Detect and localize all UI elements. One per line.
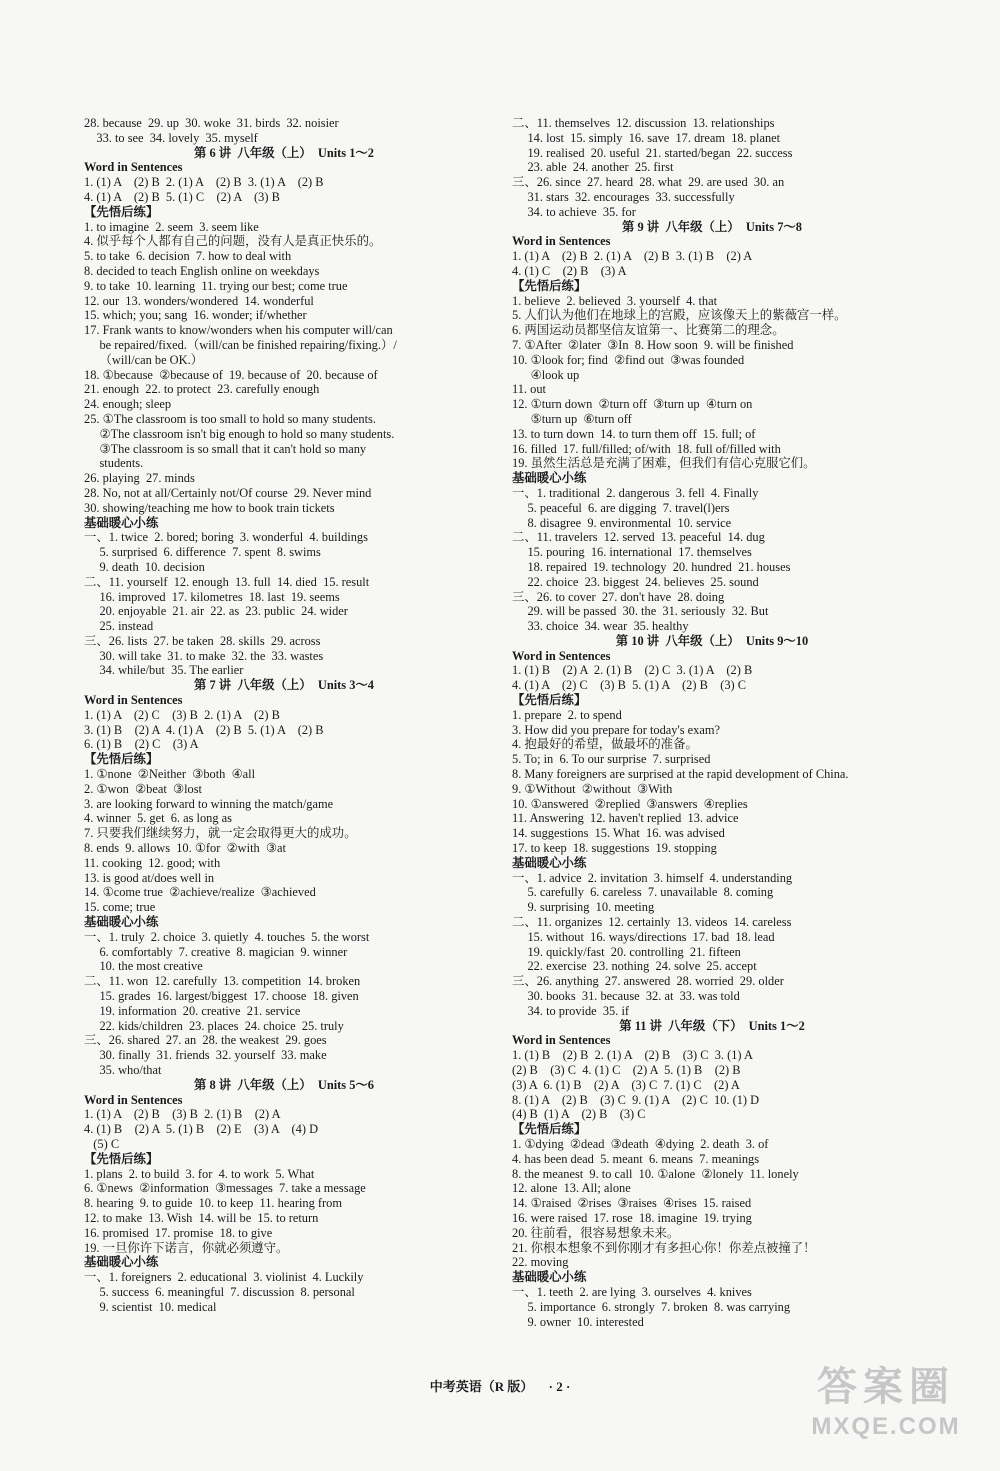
answer-line: 5. importance 6. strongly 7. broken 8. was carrying xyxy=(512,1299,791,1314)
section-heading: Word in Sentences xyxy=(512,648,611,663)
answer-line: 16. were raised 17. rose 18. imagine 19. trying xyxy=(512,1210,752,1225)
answer-line: (4) B (1) A (2) B (3) C xyxy=(512,1107,646,1122)
answer-line: 10. ①look for; find ②find out ③was founded xyxy=(512,352,745,367)
answer-line: 33. to see 34. lovely 35. myself xyxy=(84,130,258,145)
answer-line: 34. to provide 35. if xyxy=(512,1003,630,1018)
page-number: · 2 · xyxy=(548,1379,571,1394)
answer-line: 3. are looking forward to winning the match/game xyxy=(84,796,334,811)
answer-line: 4. 抱最好的希望，做最坏的准备。 xyxy=(512,737,698,752)
section-heading: 【先悟后练】 xyxy=(512,278,587,293)
answer-line: 9. to take 10. learning 11. trying our best; come true xyxy=(84,278,348,293)
answer-line: 1. believe 2. believed 3. yourself 4. that xyxy=(512,293,718,308)
answer-line: 2. ①won ②beat ③lost xyxy=(84,781,202,796)
answer-line: 3. How did you prepare for today's exam? xyxy=(512,722,720,737)
answer-line: 11. Answering 12. haven't replied 13. advice xyxy=(512,811,739,826)
section-heading: 基础暖心小练 xyxy=(512,855,587,870)
section-heading: 【先悟后练】 xyxy=(84,1151,159,1166)
answer-line: 4. winner 5. get 6. as long as xyxy=(84,811,232,826)
answer-line: 1. (1) A (2) C (3) B 2. (1) A (2) B xyxy=(84,707,280,722)
section-heading: 【先悟后练】 xyxy=(512,693,587,708)
answer-line: 17. Frank wants to know/wonders when his computer will/can xyxy=(84,323,393,338)
answer-line: 19. quickly/fast 20. controlling 21. fifteen xyxy=(512,944,741,959)
answer-line: 4. (1) B (2) A 5. (1) B (2) E (3) A (4) D xyxy=(84,1122,319,1137)
answer-line: 21. 你根本想象不到你刚才有多担心你！你差点被撞了！ xyxy=(512,1240,816,1255)
answer-line: 1. (1) A (2) B (3) B 2. (1) B (2) A xyxy=(84,1107,281,1122)
answer-line: 30. finally 31. friends 32. yourself 33. make xyxy=(84,1048,327,1063)
answer-line: 9. surprising 10. meeting xyxy=(512,900,655,915)
answer-line: 15. come; true xyxy=(84,900,156,915)
section-heading: Word in Sentences xyxy=(84,1092,183,1107)
lesson-heading: 第 8 讲 八年级（上） Units 5～6 xyxy=(193,1077,374,1092)
answer-line: ④look up xyxy=(512,367,580,382)
answer-line: 16. filled 17. full/filled; of/with 18. full of/filled with xyxy=(512,441,781,456)
answer-line: 19. 一旦你许下诺言，你就必须遵守。 xyxy=(84,1240,289,1255)
answer-line: 9. ①Without ②without ③With xyxy=(512,781,673,796)
answer-line: 11. out xyxy=(512,382,546,397)
answer-line: 18. repaired 19. technology 20. hundred 21. houses xyxy=(512,559,791,574)
answer-line: 14. lost 15. simply 16. save 17. dream 18. planet xyxy=(512,130,781,145)
watermark-logo xyxy=(786,1361,986,1461)
answer-line: 30. showing/teaching me how to book train tickets xyxy=(84,500,335,515)
answer-line: 6. 两国运动员都坚信友谊第一、比赛第二的理念。 xyxy=(512,323,785,338)
answer-line: 31. stars 32. encourages 33. successfully xyxy=(512,189,735,204)
answer-line: (2) B (3) C 4. (1) C (2) A 5. (1) B (2) B xyxy=(512,1063,741,1077)
lesson-heading: 第 6 讲 八年级（上） Units 1～2 xyxy=(193,145,374,160)
answer-line: 25. ①The classroom is too small to hold so many students. xyxy=(84,411,376,426)
answer-line: 5. to take 6. decision 7. how to deal with xyxy=(84,249,292,264)
answer-line: 三、26. shared 27. an 28. the weakest 29. goes xyxy=(84,1033,327,1048)
answer-line: 8. hearing 9. to guide 10. to keep 11. hearing from xyxy=(84,1196,342,1211)
answer-line: 23. able 24. another 25. first xyxy=(512,160,674,175)
answer-line: 15. without 16. ways/directions 17. bad 18. lead xyxy=(512,929,775,944)
answer-line: 8. disagree 9. environmental 10. service xyxy=(512,515,732,530)
answer-line: 12. to make 13. Wish 14. will be 15. to return xyxy=(84,1210,319,1225)
section-heading: 【先悟后练】 xyxy=(512,1122,587,1137)
answer-line: 34. while/but 35. The earlier xyxy=(84,663,244,678)
answer-line: 22. kids/children 23. places 24. choice 25. truly xyxy=(84,1018,344,1033)
answer-line: 26. playing 27. minds xyxy=(84,471,195,486)
answer-line: 1. prepare 2. to spend xyxy=(512,707,622,722)
answer-line: 1. ①none ②Neither ③both ④all xyxy=(84,767,256,782)
answer-line: 二、11. organizes 12. certainly 13. videos 14. careless xyxy=(512,915,792,930)
answer-line: 18. ①because ②because of 19. because of 20. because of xyxy=(84,367,378,382)
answer-line: 三、26. to cover 27. don't have 28. doing xyxy=(512,589,725,604)
answer-line: 19. 虽然生活总是充满了困难，但我们有信心克服它们。 xyxy=(512,456,816,471)
answer-line: 15. which; you; sang 16. wonder; if/whether xyxy=(84,308,307,323)
section-heading: 基础暖心小练 xyxy=(84,1255,159,1270)
answer-line: 20. enjoyable 21. air 22. as 23. public 24. wider xyxy=(84,604,348,619)
answer-line: (3) A 6. (1) B (2) A (3) C 7. (1) C (2) A xyxy=(512,1077,740,1092)
section-heading: Word in Sentences xyxy=(84,693,183,708)
answer-line: 一、1. truly 2. choice 3. quietly 4. touches 5. the worst xyxy=(84,929,370,944)
answer-line: 三、26. lists 27. be taken 28. skills 29. across xyxy=(84,633,321,648)
answer-line: 6. comfortably 7. creative 8. magician 9. winner xyxy=(84,944,348,959)
answer-line: 20. 往前看，很容易想象未来。 xyxy=(512,1225,680,1240)
answer-line: 28. No, not at all/Certainly not/Of course 29. Never mind xyxy=(84,485,372,500)
answer-line: 5. To; in 6. To our surprise 7. surprised xyxy=(512,752,711,767)
answer-line: 6. ①news ②information ③messages 7. take a message xyxy=(84,1181,366,1196)
answer-line: 34. to achieve 35. for xyxy=(512,204,636,219)
section-heading: 基础暖心小练 xyxy=(84,515,159,530)
answer-line: （will/can be OK.） xyxy=(84,352,204,367)
answer-line: 一、1. advice 2. invitation 3. himself 4. understanding xyxy=(512,870,793,885)
answer-line: 12. our 13. wonders/wondered 14. wonderful xyxy=(84,293,314,308)
answer-line: 21. enough 22. to protect 23. carefully enough xyxy=(84,382,320,397)
answer-line: 16. promised 17. promise 18. to give xyxy=(84,1225,273,1240)
answer-line: 12. alone 13. All; alone xyxy=(512,1181,631,1196)
section-heading: Word in Sentences xyxy=(84,160,183,175)
answer-line: 7. 只要我们继续努力，就一定会取得更大的成功。 xyxy=(84,826,357,841)
answer-line: 29. will be passed 30. the 31. seriously 32. But xyxy=(512,604,769,619)
answer-line: 二、11. travelers 12. served 13. peaceful 14. dug xyxy=(512,530,765,545)
answer-line: 1. (1) B (2) B 2. (1) A (2) B (3) C 3. (1) A xyxy=(512,1048,753,1063)
answer-line: 5. carefully 6. careless 7. unavailable 8. coming xyxy=(512,885,774,900)
answer-line: 25. instead xyxy=(84,619,154,634)
answer-line: 一、1. traditional 2. dangerous 3. fell 4. Finally xyxy=(512,485,759,500)
answer-line: 30. will take 31. to make 32. the 33. wastes xyxy=(84,648,324,663)
answer-line: 35. who/that xyxy=(84,1063,162,1077)
lesson-heading: 第 9 讲 八年级（上） Units 7～8 xyxy=(621,219,802,234)
answer-line: 4. (1) A (2) B 5. (1) C (2) A (3) B xyxy=(84,189,280,204)
answer-line: 三、26. since 27. heard 28. what 29. are used 30. an xyxy=(512,175,785,190)
answer-line: 二、11. won 12. carefully 13. competition 14. broken xyxy=(84,974,361,989)
answer-column-right xyxy=(512,116,912,1329)
answer-line: 14. ①come true ②achieve/realize ③achieved xyxy=(84,885,316,900)
answer-line: 4. 似乎每个人都有自己的问题，没有人是真正快乐的。 xyxy=(84,234,382,249)
section-heading: Word in Sentences xyxy=(512,1033,611,1048)
answer-line: 一、1. teeth 2. are lying 3. ourselves 4. knives xyxy=(512,1284,752,1299)
answer-line: 28. because 29. up 30. woke 31. birds 32. noisier xyxy=(84,116,339,130)
section-heading: 基础暖心小练 xyxy=(512,1270,587,1285)
answer-line: 5. surprised 6. difference 7. spent 8. swims xyxy=(84,545,321,560)
answer-line: 1. (1) A (2) B 2. (1) A (2) B 3. (1) B (2) A xyxy=(512,249,753,264)
answer-line: 7. ①After ②later ③In 8. How soon 9. will be finished xyxy=(512,337,794,352)
answer-line: 22. exercise 23. nothing 24. solve 25. accept xyxy=(512,959,757,974)
answer-line: 1. (1) A (2) B 2. (1) A (2) B 3. (1) A (2) B xyxy=(84,175,324,190)
answer-line: 13. to turn down 14. to turn them off 15. full; of xyxy=(512,426,756,441)
answer-line: 13. is good at/does well in xyxy=(84,870,215,885)
answer-column-left xyxy=(84,116,484,1315)
answer-line: 33. choice 34. wear 35. healthy xyxy=(512,619,689,634)
section-heading: Word in Sentences xyxy=(512,234,611,249)
answer-line: 8. Many foreigners are surprised at the rapid development of China. xyxy=(512,767,849,782)
answer-line: 8. (1) A (2) B (3) C 9. (1) A (2) C 10. (1) D xyxy=(512,1092,760,1107)
answer-line: 6. (1) B (2) C (3) A xyxy=(84,737,199,752)
lesson-heading: 第 11 讲 八年级（下） Units 1～2 xyxy=(619,1018,805,1033)
answer-line: (5) C xyxy=(84,1136,120,1151)
answer-line: 5. peaceful 6. are digging 7. travel(l)ers xyxy=(512,500,730,515)
answer-line: 三、26. anything 27. answered 28. worried 29. older xyxy=(512,974,784,989)
section-heading: 【先悟后练】 xyxy=(84,752,159,767)
answer-line: 二、11. themselves 12. discussion 13. relationships xyxy=(512,116,775,130)
answer-line: 19. realised 20. useful 21. started/began 22. success xyxy=(512,145,793,160)
answer-line: 1. plans 2. to build 3. for 4. to work 5. What xyxy=(84,1166,315,1181)
answer-line: 1. ①dying ②dead ③death ④dying 2. death 3. of xyxy=(512,1136,769,1151)
answer-line: 4. has been dead 5. meant 6. means 7. meanings xyxy=(512,1151,760,1166)
answer-line: 24. enough; sleep xyxy=(84,397,172,412)
answer-line: 8. the meanest 9. to call 10. ①alone ②lonely 11. lonely xyxy=(512,1166,799,1181)
section-heading: 基础暖心小练 xyxy=(84,915,159,930)
answer-line: 8. ends 9. allows 10. ①for ②with ③at xyxy=(84,841,286,856)
answer-line: 12. ①turn down ②turn off ③turn up ④turn on xyxy=(512,397,753,412)
book-title: 中考英语（R 版） xyxy=(429,1379,534,1394)
answer-line: 10. ①answered ②replied ③answers ④replies xyxy=(512,796,748,811)
answer-line: ②The classroom isn't big enough to hold so many students. xyxy=(84,426,395,441)
answer-line: 16. improved 17. kilometres 18. last 19. seems xyxy=(84,589,340,604)
answer-line: 9. owner 10. interested xyxy=(512,1314,644,1329)
answer-line: 4. (1) C (2) B (3) A xyxy=(512,263,627,278)
answer-line: 一、1. twice 2. bored; boring 3. wonderful 4. buildings xyxy=(84,530,368,545)
answer-line: 9. scientist 10. medical xyxy=(84,1299,217,1314)
answer-line: 一、1. foreigners 2. educational 3. violinist 4. Luckily xyxy=(84,1270,364,1285)
answer-line: 14. ①raised ②rises ③raises ④rises 15. raised xyxy=(512,1196,752,1211)
watermark-title: 答案圈 xyxy=(817,1365,955,1409)
answer-line: 19. information 20. creative 21. service xyxy=(84,1003,301,1018)
answer-line: 5. success 6. meaningful 7. discussion 8. personal xyxy=(84,1284,355,1299)
answer-line: 5. 人们认为他们在地球上的宫殿，应该像天上的紫薇宫一样。 xyxy=(512,308,847,323)
answer-line: 14. suggestions 15. What 16. was advised xyxy=(512,826,725,841)
answer-line: ⑤turn up ⑥turn off xyxy=(512,411,632,426)
answer-line: 1. (1) B (2) A 2. (1) B (2) C 3. (1) A (2) B xyxy=(512,663,753,678)
answer-line: 8. decided to teach English online on weekdays xyxy=(84,263,320,278)
answer-line: 10. the most creative xyxy=(84,959,203,974)
answer-line: 15. pouring 16. international 17. themselves xyxy=(512,545,752,560)
answer-line: students. xyxy=(84,456,144,471)
lesson-heading: 第 10 讲 八年级（上） Units 9～10 xyxy=(615,633,809,648)
answer-line: 3. (1) B (2) A 4. (1) A (2) B 5. (1) A (2) B xyxy=(84,722,324,737)
answer-line: 9. death 10. decision xyxy=(84,559,205,574)
answer-line: 二、11. yourself 12. enough 13. full 14. died 15. result xyxy=(84,574,370,589)
answer-line: 11. cooking 12. good; with xyxy=(84,855,221,870)
watermark-url: MXQE.COM xyxy=(811,1413,961,1440)
answer-line: 1. to imagine 2. seem 3. seem like xyxy=(84,219,259,234)
answer-line: 22. moving xyxy=(512,1255,569,1270)
answer-line: 22. choice 23. biggest 24. believes 25. sound xyxy=(512,574,759,589)
answer-line: 15. grades 16. largest/biggest 17. choose 18. given xyxy=(84,989,359,1004)
section-heading: 【先悟后练】 xyxy=(84,204,159,219)
answer-line: ③The classroom is so small that it can't hold so many xyxy=(84,441,367,456)
answer-line: 30. books 31. because 32. at 33. was told xyxy=(512,989,740,1004)
section-heading: 基础暖心小练 xyxy=(512,471,587,486)
answer-line: 17. to keep 18. suggestions 19. stopping xyxy=(512,841,717,856)
answer-line: be repaired/fixed.（will/can be finished repairing/fixing.）/ xyxy=(84,337,397,352)
answer-line: 4. (1) A (2) C (3) B 5. (1) A (2) B (3) C xyxy=(512,678,747,693)
lesson-heading: 第 7 讲 八年级（上） Units 3～4 xyxy=(193,678,374,693)
